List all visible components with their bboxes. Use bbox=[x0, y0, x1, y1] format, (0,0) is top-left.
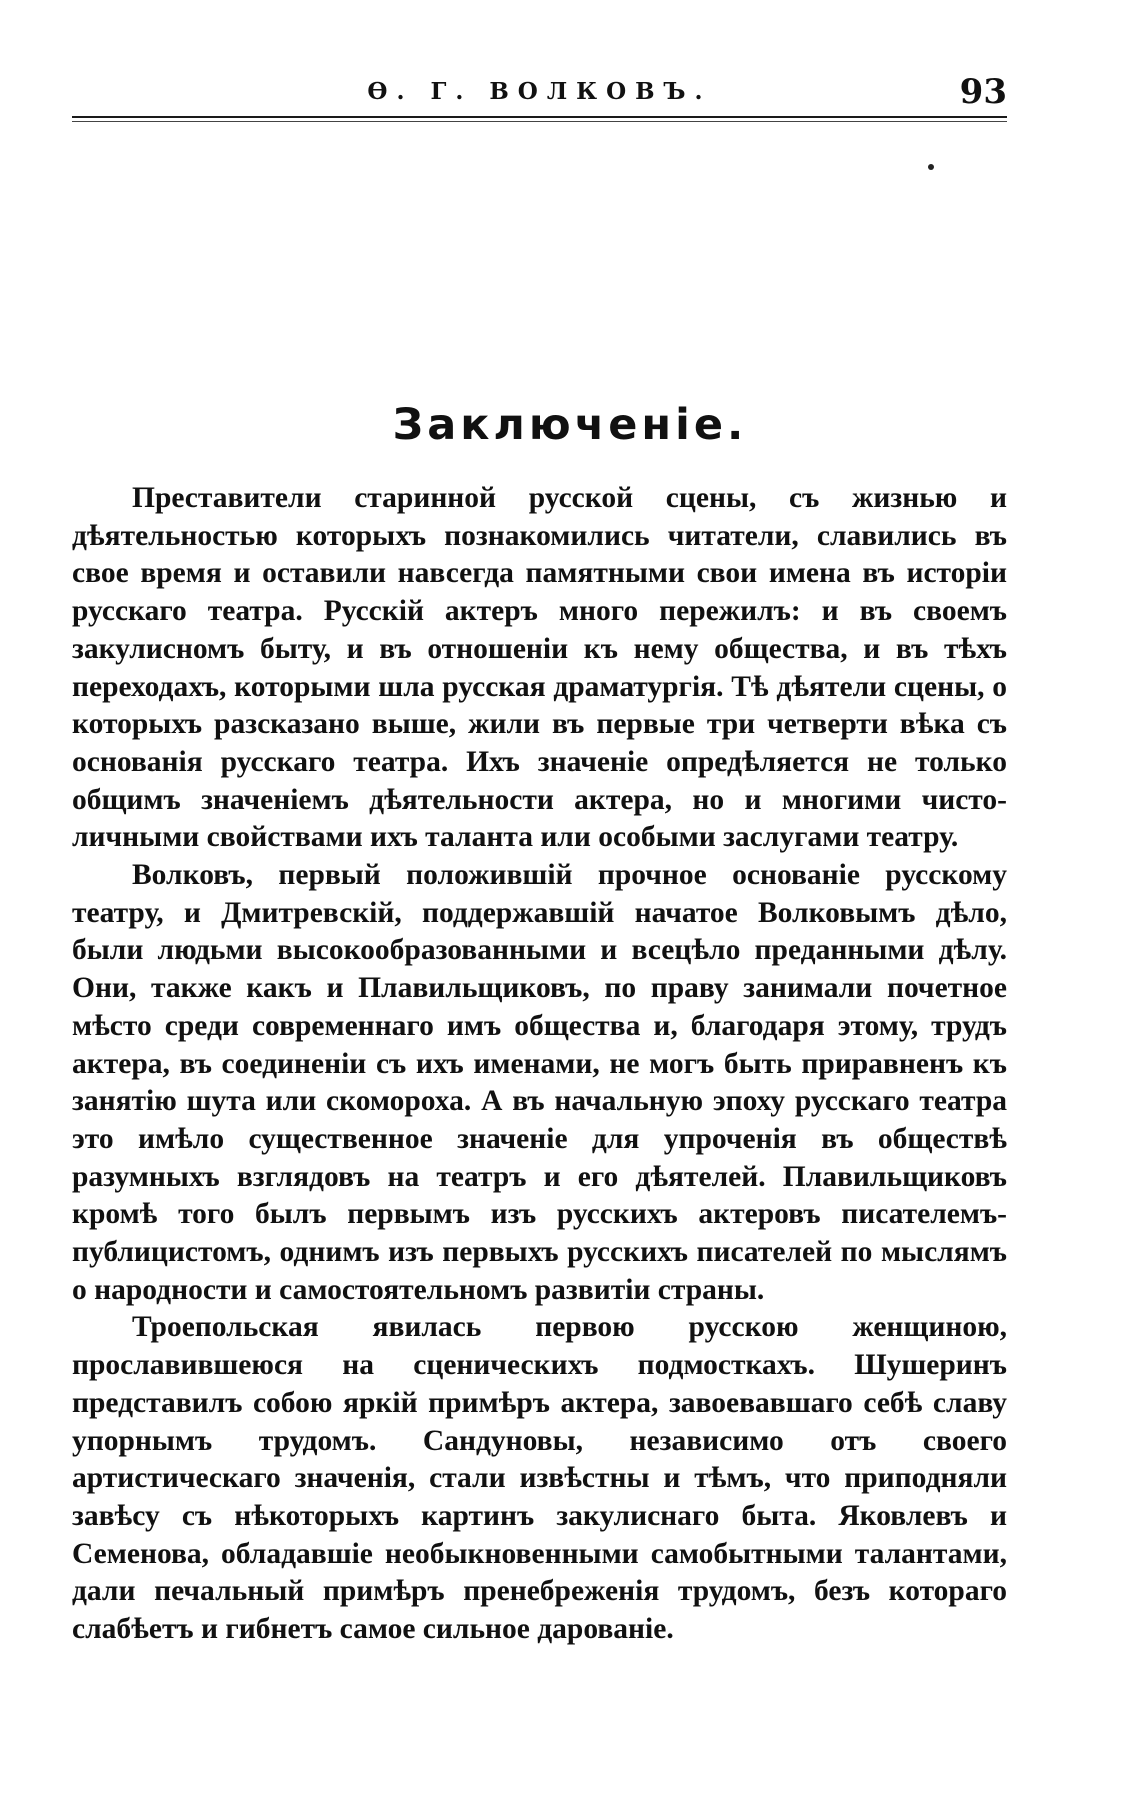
running-title: Ѳ. Г. ВОЛКОВЪ. bbox=[367, 78, 712, 105]
paragraph-3: Троепольская явилась первою русскою женщиною, прославившеюся на сценическихъ подмосткахъ. Шушеринъ представилъ собою яркiй примѣръ актера, завоевавшаго себѣ славу упорнымъ трудомъ. Сандуновы, независимо отъ своего артистическаго значенiя, стали извѣстны и тѣмъ, что приподняли завѣсу съ нѣкоторыхъ картинъ закулиснаго быта. Яковлевъ и Семенова, обладавшiе необыкновенными самобытными талантами, дали печальный примѣръ пренебреженiя трудомъ, безъ котораго слабѣетъ и гибнетъ самое сильное дарованiе. bbox=[72, 1311, 1007, 1646]
paragraph-1: Преставители старинной русской сцены, съ жизнью и дѣятельностью которыхъ познакомились читатели, славились въ свое время и оставили навсегда памятными свои имена въ исторiи русскаго театра. Русскiй актеръ много пережилъ: и въ своемъ закулисномъ быту, и въ отношенiи къ нему общества, и въ тѣхъ переходахъ, которыми шла русская драматургiя. Тѣ дѣятели сцены, о которыхъ разсказано выше, жили въ первые три четверти вѣка съ основанiя русскаго театра. Ихъ значенiе опредѣляется не только общимъ значенiемъ дѣятельности актера, но и многими чисто-личными свойствами ихъ таланта или особыми заслугами театру. bbox=[72, 482, 1007, 854]
page-number: 93 bbox=[959, 72, 1007, 112]
chapter-title: Заключенiе. bbox=[392, 400, 748, 450]
body-text bbox=[72, 480, 1007, 1649]
paragraph-2: Волковъ, первый положившiй прочное основанiе русскому театру, и Дмитревскiй, поддержавшiй начатое Волковымъ дѣло, были людьми высокообразованными и всецѣло преданными дѣлу. Они, также какъ и Плавильщиковъ, по праву занимали почетное мѣсто среди современнаго имъ общества и, благодаря этому, трудъ актера, въ соединенiи съ ихъ именами, не могъ быть приравненъ къ занятiю шута или скомороха. А въ начальную эпоху русскаго театра это имѣло существенное значенiе для упроченiя въ обществѣ разумныхъ взглядовъ на театръ и его дѣятелей. Плавильщиковъ кромѣ того былъ первымъ изъ русскихъ актеровъ писателемъ-публицистомъ, однимъ изъ первыхъ русскихъ писателей по мыслямъ о народности и самостоятельномъ развитiи страны. bbox=[72, 859, 1007, 1306]
running-head bbox=[72, 72, 1007, 112]
header-rule bbox=[72, 116, 1007, 118]
header-rule-thin bbox=[72, 121, 1007, 122]
ink-speck bbox=[928, 164, 934, 170]
